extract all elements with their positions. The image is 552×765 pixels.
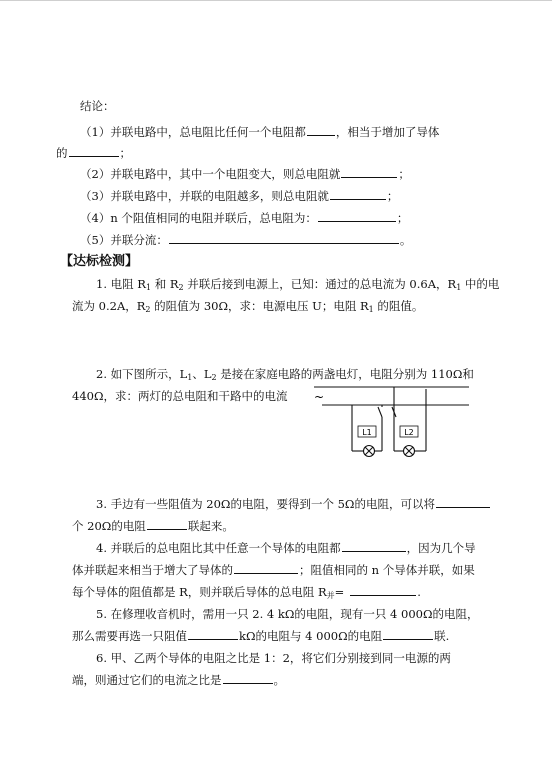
conclusion-item-3: （3）并联电路中，并联的电阻越多，则总电阻就 ； — [80, 189, 399, 203]
problem-3-line-1: 3. 手边有一些阻值为 20Ω的电阻，要得到一个 5Ω的电阻，可以将 — [96, 496, 491, 512]
lamp-icon — [364, 446, 415, 457]
blank[interactable] — [330, 188, 386, 200]
blank[interactable] — [436, 496, 490, 508]
problem-3-line-2: 个 20Ω的电阻 联起来。 — [72, 519, 234, 533]
conclusion-item-1-cont: 的 ； — [56, 146, 131, 160]
conclusion-item-2: （2）并联电路中，其中一个电阻变大，则总电阻就 ； — [80, 167, 410, 181]
parallel-circuit-diagram — [314, 381, 484, 461]
ac-source-symbol: ~ — [314, 390, 325, 404]
blank[interactable] — [307, 124, 335, 136]
blank[interactable] — [342, 540, 406, 552]
page-top-border — [0, 0, 552, 1]
conclusion-item-1: （1）并联电路中，总电阻比任何一个电阻都 ，相当于增加了导体 — [80, 125, 440, 139]
blank[interactable] — [169, 232, 399, 244]
lamp-1-label: L1 — [362, 428, 372, 437]
conclusion-title: 结论： — [80, 99, 115, 113]
problem-6-line-1: 6. 甲、乙两个导体的电阻之比是 1：2，将它们分别接到同一电源的两 — [96, 651, 451, 665]
blank[interactable] — [234, 562, 298, 574]
problem-4-line-1: 4. 并联后的总电阻比其中任意一个导体的电阻都 ，因为几个导 — [96, 541, 476, 555]
problem-1-line-1: 1. 电阻 $R_1$ 和 $R_2$ 并联后接到电源上，已知：通过的总电流为 0.6A，$R_1$ 中的电 — [96, 277, 500, 292]
blank[interactable] — [69, 145, 119, 157]
blank[interactable] — [188, 628, 238, 640]
blank[interactable] — [341, 166, 397, 178]
problem-5-line-1: 5. 在修理收音机时，需用一只 2. 4 kΩ的电阻，现有一只 4 000Ω的电阻， — [96, 607, 479, 621]
problem-5-line-2: 那么需要再选一只阻值 kΩ的电阻与 4 000Ω的电阻 联. — [72, 629, 450, 643]
problem-6-line-2: 端，则通过它们的电流之比是 。 — [72, 673, 285, 687]
conclusion-item-5: （5）并联分流： 。 — [80, 233, 412, 247]
blank[interactable] — [147, 518, 187, 530]
blank[interactable] — [318, 210, 396, 222]
blank[interactable] — [223, 672, 273, 684]
problem-4-line-2: 体并联起来相当于增大了导体的 ；阻值相同的 n 个导体并联，如果 — [72, 563, 475, 577]
problem-2-line-1: 2. 如下图所示，$L_1$、$L_2$ 是接在家庭电路的两盏电灯，电阻分别为 110Ω和 — [96, 367, 474, 382]
problem-1-line-2: 流为 0.2A，$R_2$ 的阻值为 30Ω，求：电源电压 U；电阻 $R_1$ 的阻值。 — [72, 299, 424, 314]
blank[interactable] — [383, 628, 433, 640]
blank[interactable] — [350, 584, 416, 596]
problem-4-line-3: 每个导体的阻值都是 R，则并联后导体的总电阻 $R_并=$ . — [72, 585, 421, 600]
section-heading: 【达标检测】 — [60, 254, 139, 269]
conclusion-item-4: （4）n 个阻值相同的电阻并联后，总电阻为： ； — [80, 211, 409, 225]
problem-2-line-2: 440Ω，求：两灯的总电阻和干路中的电流 — [72, 389, 288, 403]
lamp-2-label: L2 — [404, 428, 414, 437]
